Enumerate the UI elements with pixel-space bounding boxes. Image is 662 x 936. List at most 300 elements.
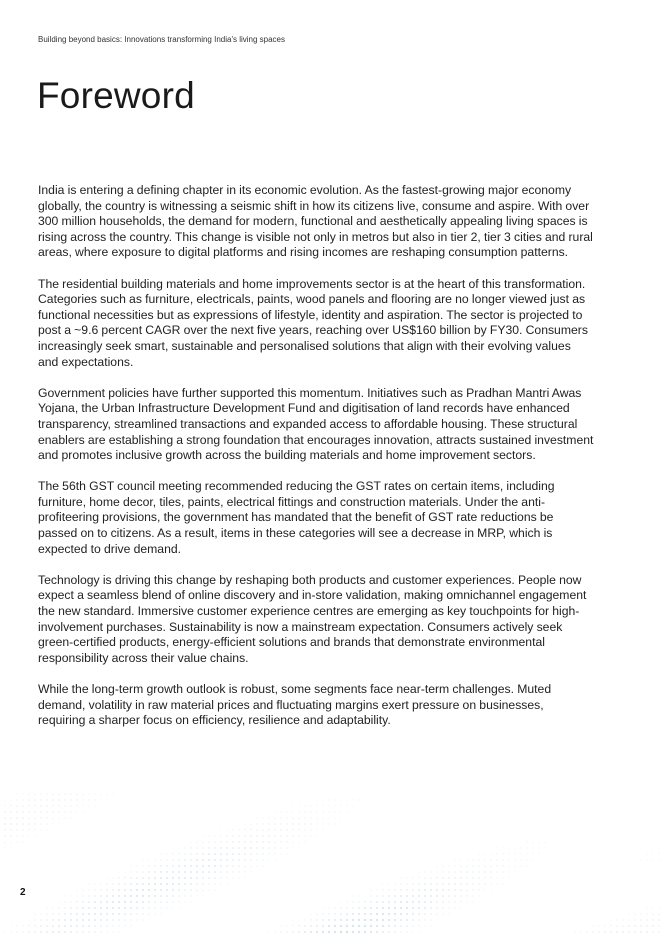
decor-dot xyxy=(388,931,390,933)
decor-dot xyxy=(268,859,269,860)
decor-dot xyxy=(178,847,179,848)
decor-dot xyxy=(94,799,95,800)
decor-dot xyxy=(202,847,204,849)
decor-dot xyxy=(64,895,65,896)
decor-dot xyxy=(88,799,89,800)
decor-dot xyxy=(106,889,108,891)
decor-dot xyxy=(376,919,378,921)
decor-dot xyxy=(346,913,348,915)
decor-dot xyxy=(424,889,426,891)
decor-dot xyxy=(280,925,281,926)
decor-dot xyxy=(136,901,138,903)
decor-dot xyxy=(424,913,426,915)
decor-dot xyxy=(454,871,456,873)
decor-dot xyxy=(22,811,24,813)
decor-dot xyxy=(94,907,96,909)
decor-dot xyxy=(94,895,96,897)
decor-dot xyxy=(40,811,42,813)
decor-dot xyxy=(268,835,270,837)
decor-dot xyxy=(658,931,660,933)
decor-dot xyxy=(4,847,5,848)
decor-dot xyxy=(394,889,396,891)
decor-dot xyxy=(418,877,419,878)
decor-dot xyxy=(280,817,281,818)
decor-dot xyxy=(436,913,437,914)
decor-dot xyxy=(640,919,642,921)
decor-dot xyxy=(658,913,659,914)
decor-dot xyxy=(10,847,11,848)
decor-dot xyxy=(262,841,264,843)
decor-dot xyxy=(526,859,527,860)
decor-dot xyxy=(334,823,335,824)
decor-dot xyxy=(202,859,204,861)
decor-dot xyxy=(58,811,59,812)
decor-dot xyxy=(142,907,144,909)
decor-dot xyxy=(10,925,11,926)
decor-dot xyxy=(94,805,95,806)
decor-dot xyxy=(232,829,233,830)
decor-dot xyxy=(118,889,120,891)
decor-dot xyxy=(274,853,275,854)
decor-dot xyxy=(346,799,347,800)
decor-dot xyxy=(478,853,479,854)
decor-dot xyxy=(400,931,402,933)
decor-dot xyxy=(100,907,102,909)
decor-dot xyxy=(196,895,197,896)
decor-dot xyxy=(40,913,41,914)
decor-dot xyxy=(58,913,60,915)
decor-dot xyxy=(334,817,335,818)
decor-dot xyxy=(64,925,66,927)
decor-dot xyxy=(238,835,240,837)
decor-dot xyxy=(304,829,305,830)
decor-dot xyxy=(112,931,113,932)
decor-dot xyxy=(190,883,192,885)
decor-dot xyxy=(382,901,384,903)
decor-dot xyxy=(256,823,257,824)
decor-dot xyxy=(244,853,246,855)
decor-dot xyxy=(292,811,293,812)
decor-dot xyxy=(280,853,281,854)
decor-dot xyxy=(70,799,71,800)
decor-dot xyxy=(70,925,72,927)
decor-dot xyxy=(370,913,372,915)
decor-dot xyxy=(184,883,186,885)
decor-dot xyxy=(292,841,293,842)
decor-dot xyxy=(448,871,450,873)
decor-dot xyxy=(250,859,252,861)
decor-dot xyxy=(46,805,48,807)
decor-dot xyxy=(472,883,474,885)
decor-dot xyxy=(244,823,245,824)
decor-dot xyxy=(472,889,473,890)
decor-dot xyxy=(286,853,287,854)
decor-dot xyxy=(520,859,521,860)
decor-dot xyxy=(610,925,611,926)
decor-dot xyxy=(490,859,491,860)
decor-dot xyxy=(178,883,180,885)
decor-dot xyxy=(118,877,119,878)
decor-dot xyxy=(112,901,114,903)
decor-dot xyxy=(94,883,95,884)
decor-dot xyxy=(382,895,384,897)
decor-dot xyxy=(364,919,366,921)
decor-dot xyxy=(328,817,329,818)
decor-dot xyxy=(142,877,144,879)
decor-dot xyxy=(172,901,174,903)
decor-dot xyxy=(52,811,53,812)
decor-dot xyxy=(460,877,462,879)
decor-dot xyxy=(478,883,480,885)
decor-dot xyxy=(478,871,480,873)
decor-dot xyxy=(256,865,257,866)
paragraph-1: India is entering a defining chapter in its economic evolution. As the fastest-growing major economy globally, the country is witnessing a seismic shift in how its citizens live, consume and aspire. With over 300 million households, the demand for modern, functional and aesthetically appealing living spaces is rising across the country. This change is visible not only in metros but also in tier 2, tier 3 cities and rural areas, where exposure to digital platforms and rising incomes are reshaping consumption patterns. xyxy=(38,183,593,260)
decor-dot xyxy=(454,889,456,891)
decor-dot xyxy=(430,877,432,879)
decor-dot xyxy=(334,931,337,934)
decor-dot xyxy=(178,877,180,879)
decor-dot xyxy=(304,823,305,824)
decor-dot xyxy=(538,841,539,842)
decor-dot xyxy=(70,901,71,902)
decor-dot xyxy=(262,853,264,855)
decor-dot xyxy=(646,853,647,854)
decor-dot xyxy=(298,811,299,812)
decor-dot xyxy=(256,841,258,843)
decor-dot xyxy=(88,919,90,921)
decor-dot xyxy=(382,883,383,884)
decor-dot xyxy=(448,907,449,908)
decor-dot xyxy=(496,847,497,848)
decor-dot xyxy=(514,871,515,872)
decor-dot xyxy=(412,877,413,878)
decor-dot xyxy=(406,883,407,884)
decor-dot xyxy=(190,853,192,855)
decor-dot xyxy=(454,877,456,879)
decor-dot xyxy=(142,865,143,866)
decor-dot xyxy=(328,907,329,908)
decor-dot xyxy=(364,913,366,915)
decor-dot xyxy=(274,859,275,860)
decor-dot xyxy=(436,871,437,872)
decor-dot xyxy=(244,829,245,830)
decor-dot xyxy=(112,907,114,909)
decor-dot xyxy=(190,841,191,842)
decor-dot xyxy=(418,907,420,909)
decor-dot xyxy=(88,793,89,794)
decor-dot xyxy=(376,925,378,927)
decor-dot xyxy=(106,877,107,878)
decor-dot xyxy=(310,835,311,836)
decor-dot xyxy=(352,925,355,928)
decor-dot xyxy=(148,859,149,860)
decor-dot xyxy=(526,841,527,842)
decor-dot xyxy=(250,865,251,866)
decor-dot xyxy=(376,907,378,909)
decor-dot xyxy=(442,901,444,903)
decor-dot xyxy=(400,907,402,909)
decor-dot xyxy=(58,805,60,807)
decor-dot xyxy=(244,841,246,843)
decor-dot xyxy=(406,925,408,927)
decor-dot xyxy=(160,907,161,908)
decor-dot xyxy=(100,901,102,903)
decor-dot xyxy=(358,913,360,915)
decor-dot xyxy=(274,829,276,831)
decor-dot xyxy=(508,871,509,872)
decor-dot xyxy=(394,913,396,915)
decor-dot xyxy=(310,931,312,933)
decor-dot xyxy=(214,835,215,836)
decor-dot xyxy=(160,859,161,860)
decor-dot xyxy=(334,913,336,915)
decor-dot xyxy=(316,829,317,830)
decor-dot xyxy=(274,817,275,818)
decor-dot xyxy=(190,901,191,902)
decor-dot xyxy=(262,859,263,860)
decor-dot xyxy=(184,901,185,902)
decor-dot xyxy=(28,799,29,800)
decor-dot xyxy=(196,859,198,861)
decor-dot xyxy=(352,913,354,915)
decor-dot xyxy=(340,817,341,818)
decor-dot xyxy=(652,919,654,921)
decor-dot xyxy=(4,835,6,837)
decor-dot xyxy=(4,817,6,819)
decor-dot xyxy=(496,877,497,878)
decor-dot xyxy=(94,919,96,921)
decor-dot xyxy=(232,859,234,861)
decor-dot xyxy=(10,799,11,800)
decor-dot xyxy=(448,883,450,885)
decor-dot xyxy=(322,823,323,824)
decor-dot xyxy=(466,883,468,885)
decor-dot xyxy=(334,799,335,800)
decor-dot xyxy=(424,901,426,903)
decor-dot xyxy=(76,913,78,915)
decor-dot xyxy=(412,925,414,927)
decor-dot xyxy=(472,865,473,866)
decor-dot xyxy=(58,799,60,801)
decor-dot xyxy=(394,895,396,897)
decor-dot xyxy=(148,895,150,897)
decor-dot xyxy=(130,877,132,879)
decor-dot xyxy=(184,865,186,867)
decor-dot xyxy=(184,871,186,873)
decor-dot xyxy=(34,919,35,920)
decor-dot xyxy=(118,901,120,903)
decor-dot xyxy=(76,889,77,890)
decor-dot xyxy=(94,925,96,927)
decor-dot xyxy=(106,931,107,932)
decor-dot xyxy=(196,871,198,873)
decor-dot xyxy=(430,883,432,885)
decor-dot xyxy=(436,907,438,909)
decor-dot xyxy=(322,907,323,908)
decor-dot xyxy=(430,913,432,915)
decor-dot xyxy=(484,853,485,854)
decor-dot xyxy=(64,817,65,818)
decor-dot xyxy=(634,919,635,920)
decor-dot xyxy=(196,853,198,855)
decor-dot xyxy=(286,925,287,926)
decor-dot xyxy=(634,925,636,927)
decor-dot xyxy=(508,877,509,878)
decor-dot xyxy=(58,919,60,921)
decor-dot xyxy=(148,877,150,879)
decor-dot xyxy=(472,871,474,873)
decor-dot xyxy=(310,811,311,812)
decor-dot xyxy=(256,847,258,849)
decor-dot xyxy=(82,913,84,915)
decor-dot xyxy=(658,859,659,860)
decor-dot xyxy=(22,919,23,920)
decor-dot xyxy=(82,931,84,933)
decor-dot xyxy=(424,883,426,885)
decor-dot xyxy=(34,829,35,830)
decor-dot xyxy=(172,883,174,885)
decor-dot xyxy=(310,817,311,818)
decor-dot xyxy=(34,805,36,807)
decor-dot xyxy=(34,793,35,794)
decor-dot xyxy=(22,823,24,825)
decor-dot xyxy=(10,841,11,842)
decor-dot xyxy=(532,847,533,848)
decor-dot xyxy=(214,847,216,849)
decor-dot xyxy=(172,847,173,848)
decor-dot xyxy=(82,919,84,921)
decor-dot xyxy=(274,823,275,824)
decor-dot xyxy=(592,931,593,932)
decor-dot xyxy=(136,919,137,920)
decor-dot xyxy=(64,901,65,902)
decor-dot xyxy=(304,841,305,842)
decor-dot xyxy=(28,823,30,825)
decor-dot xyxy=(394,925,396,927)
decor-dot xyxy=(136,889,138,891)
decor-dot xyxy=(652,925,654,927)
decor-dot xyxy=(424,871,425,872)
decor-dot xyxy=(208,871,210,873)
decor-dot xyxy=(286,835,288,837)
decor-dot xyxy=(412,931,413,932)
decor-dot xyxy=(448,895,450,897)
decor-dot xyxy=(532,853,533,854)
decor-dot xyxy=(460,883,462,885)
decor-dot xyxy=(82,907,84,909)
decor-dot xyxy=(628,925,630,927)
decor-dot xyxy=(202,871,204,873)
decor-dot xyxy=(208,847,210,849)
decor-dot xyxy=(148,883,150,885)
decor-dot xyxy=(172,889,174,891)
decor-dot xyxy=(190,877,192,879)
decor-dot xyxy=(226,847,228,849)
decor-dot xyxy=(250,847,252,849)
decor-dot xyxy=(640,913,641,914)
decor-dot xyxy=(322,829,323,830)
decor-dot xyxy=(292,847,293,848)
decor-dot xyxy=(298,823,299,824)
decor-dot xyxy=(40,925,42,927)
decor-dot xyxy=(28,829,29,830)
decor-dot xyxy=(118,931,119,932)
decor-dot xyxy=(226,877,227,878)
decor-dot xyxy=(130,871,131,872)
decor-dot xyxy=(316,799,317,800)
decor-dot xyxy=(280,823,282,825)
page-number: 2 xyxy=(20,887,26,898)
decor-dot xyxy=(106,925,108,927)
decor-dot xyxy=(490,871,492,873)
decor-dot xyxy=(298,817,299,818)
decor-dot xyxy=(322,925,324,927)
decor-dot xyxy=(604,931,606,933)
decor-dot xyxy=(598,931,600,933)
decor-dot xyxy=(46,919,48,921)
decor-dot xyxy=(418,913,420,915)
decor-dot xyxy=(28,919,29,920)
decor-dot xyxy=(628,913,629,914)
decor-dot xyxy=(382,913,384,915)
decor-dot xyxy=(424,907,426,909)
decor-dot xyxy=(418,889,420,891)
decor-dot xyxy=(418,895,420,897)
decor-dot xyxy=(304,811,305,812)
decor-dot xyxy=(382,925,384,927)
decor-dot xyxy=(622,919,623,920)
decor-dot xyxy=(286,817,287,818)
decor-dot xyxy=(376,889,377,890)
decor-dot xyxy=(508,859,509,860)
decor-dot xyxy=(388,883,389,884)
decor-dot xyxy=(334,805,335,806)
decor-dot xyxy=(208,841,209,842)
decor-dot xyxy=(634,913,635,914)
decor-dot xyxy=(412,895,414,897)
decor-dot xyxy=(418,919,420,921)
decor-dot xyxy=(112,889,114,891)
decor-dot xyxy=(52,799,54,801)
decor-dot xyxy=(268,829,270,831)
decor-dot xyxy=(466,889,468,891)
decor-dot xyxy=(28,931,30,933)
decor-dot xyxy=(40,829,41,830)
decor-dot xyxy=(88,907,90,909)
decor-dot xyxy=(286,811,287,812)
decor-dot xyxy=(70,931,72,933)
decor-dot xyxy=(130,907,132,909)
decor-dot xyxy=(148,865,149,866)
decor-dot xyxy=(448,877,450,879)
decor-dot xyxy=(274,811,275,812)
decor-dot xyxy=(220,859,222,861)
decor-dot xyxy=(28,811,30,813)
decor-dot xyxy=(160,853,161,854)
decor-dot xyxy=(262,817,263,818)
decor-dot xyxy=(16,811,18,813)
decor-dot xyxy=(10,817,12,819)
decor-dot xyxy=(400,895,402,897)
decor-dot xyxy=(442,913,443,914)
decor-dot xyxy=(514,859,515,860)
decor-dot xyxy=(202,853,204,855)
decor-dot xyxy=(4,805,5,806)
decor-dot xyxy=(400,889,402,891)
decor-dot xyxy=(382,889,383,890)
decor-dot xyxy=(124,913,126,915)
decor-dot xyxy=(106,919,108,921)
